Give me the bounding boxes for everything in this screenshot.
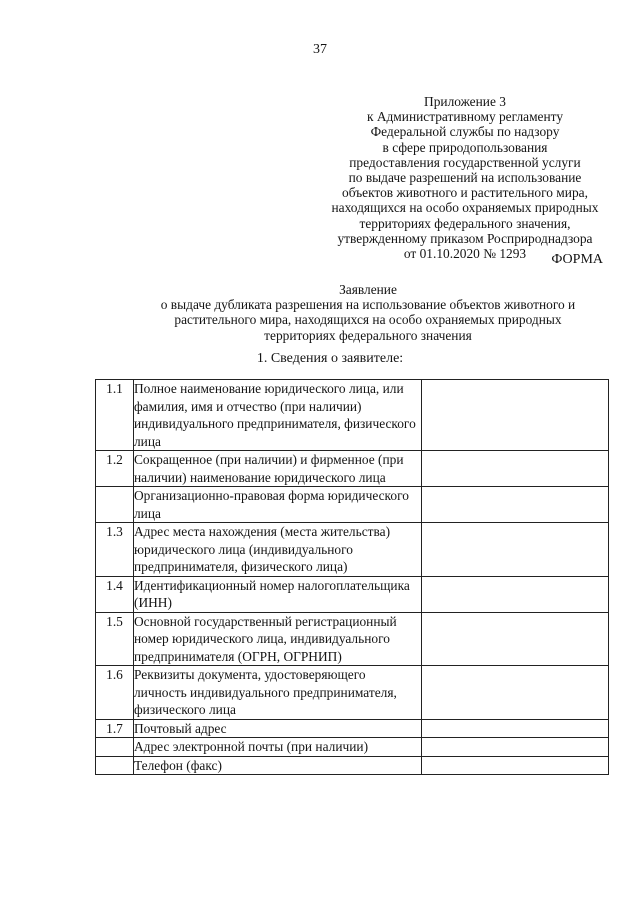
- table-row: [96, 451, 609, 487]
- table-row: [96, 576, 609, 612]
- table-row: [96, 523, 609, 577]
- appendix-line: находящихся на особо охраняемых природных: [331, 200, 599, 216]
- appendix-line: предоставления государственной услуги: [349, 154, 581, 170]
- applicant-info-table: [95, 379, 609, 775]
- row-number: [96, 756, 134, 775]
- row-value-cell[interactable]: [422, 523, 609, 577]
- row-label: Идентификационный номер налогоплательщика (ИНН): [134, 576, 422, 612]
- row-value-cell[interactable]: [422, 666, 609, 720]
- row-value-cell[interactable]: [422, 612, 609, 666]
- row-label: Адрес места нахождения (места жительства) юридического лица (индивидуального предпринимателя, физического лица): [134, 523, 422, 577]
- table-row: [96, 666, 609, 720]
- title-line: Заявление: [339, 282, 397, 297]
- row-value-cell[interactable]: [422, 380, 609, 451]
- appendix-line: к Административному регламенту: [366, 109, 564, 125]
- row-value-cell[interactable]: [422, 487, 609, 523]
- row-number: [96, 487, 134, 523]
- row-label: Сокращенное (при наличии) и фирменное (при наличии) наименование юридического лица: [134, 451, 422, 487]
- table-row: [96, 756, 609, 775]
- form-label: ФОРМА: [551, 252, 603, 267]
- row-label: Основной государственный регистрационный номер юридического лица, индивидуального предпринимателя (ОГРН, ОГРНИП): [134, 612, 422, 666]
- table-row: [96, 738, 609, 757]
- row-value-cell[interactable]: [422, 738, 609, 757]
- row-number: 1.5: [96, 612, 134, 666]
- row-value-cell[interactable]: [422, 719, 609, 738]
- row-value-cell[interactable]: [422, 756, 609, 775]
- title-line: территориях федерального значения: [264, 327, 472, 343]
- table-row: [96, 612, 609, 666]
- row-label: Реквизиты документа, удостоверяющего личность индивидуального предпринимателя, физического лица: [134, 666, 422, 720]
- row-number: 1.2: [96, 451, 134, 487]
- appendix-line: утвержденному приказом Росприроднадзора: [337, 230, 593, 246]
- appendix-approval-block: [300, 94, 630, 261]
- appendix-line: в сфере природопользования: [382, 139, 548, 155]
- appendix-line: объектов животного и растительного мира,: [342, 185, 588, 201]
- appendix-line: Приложение 3: [424, 94, 506, 109]
- appendix-line: от 01.10.2020 № 1293: [403, 246, 527, 262]
- row-value-cell[interactable]: [422, 576, 609, 612]
- section-heading: 1. Сведения о заявителе:: [256, 351, 404, 366]
- row-number: 1.3: [96, 523, 134, 577]
- row-number: 1.1: [96, 380, 134, 451]
- row-label: Полное наименование юридического лица, или фамилия, имя и отчество (при наличии) индивидуального предпринимателя, физического лица: [134, 380, 422, 451]
- table-row: [96, 719, 609, 738]
- table-row: [96, 487, 609, 523]
- row-value-cell[interactable]: [422, 451, 609, 487]
- row-number: 1.4: [96, 576, 134, 612]
- page-number: 37: [313, 42, 327, 57]
- appendix-line: Федеральной службы по надзору: [370, 124, 560, 140]
- row-label: Почтовый адрес: [134, 719, 422, 738]
- row-label: Организационно-правовая форма юридического лица: [134, 487, 422, 523]
- row-number: [96, 738, 134, 757]
- appendix-line: по выдаче разрешений на использование: [348, 170, 582, 186]
- title-line: растительного мира, находящихся на особо охраняемых природных: [174, 312, 562, 328]
- row-label: Телефон (факс): [134, 756, 422, 775]
- row-label: Адрес электронной почты (при наличии): [134, 738, 422, 757]
- title-line: о выдаче дубликата разрешения на использование объектов животного и: [160, 297, 576, 313]
- row-number: 1.6: [96, 666, 134, 720]
- document-title: [110, 282, 626, 343]
- row-number: 1.7: [96, 719, 134, 738]
- table-row: [96, 380, 609, 451]
- appendix-line: территориях федерального значения,: [359, 215, 571, 231]
